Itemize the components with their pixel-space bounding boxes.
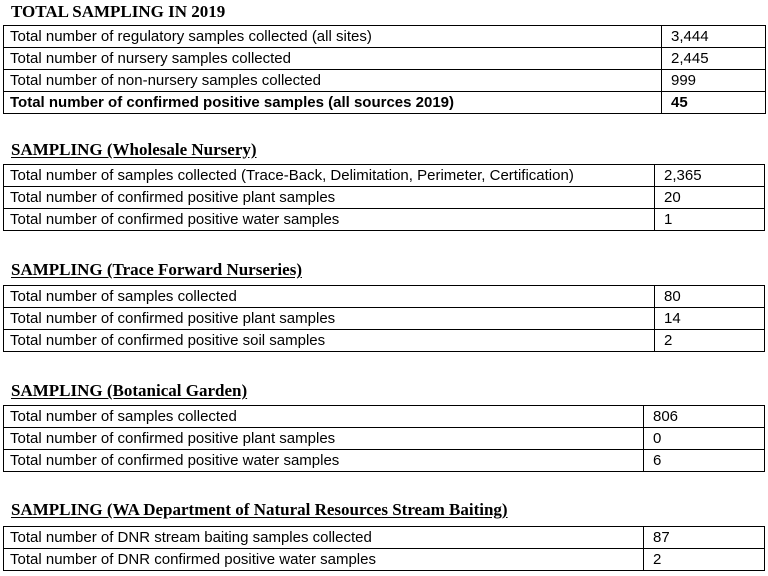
row-value: 45 [662,92,766,114]
row-value: 14 [655,308,765,330]
row-label: Total number of confirmed positive plant samples [4,308,655,330]
trace-forward-heading: SAMPLING (Trace Forward Nurseries) [11,260,302,279]
table-row [4,286,765,308]
row-value: 2,365 [655,165,765,187]
row-value: 0 [644,428,765,450]
table-row [4,428,765,450]
table-row [4,70,766,92]
row-value: 80 [655,286,765,308]
wholesale-nursery-heading: SAMPLING (Wholesale Nursery) [11,140,257,159]
table-row [4,209,765,231]
table-row [4,165,765,187]
row-label: Total number of confirmed positive water samples [4,450,644,472]
row-label: Total number of DNR stream baiting samples collected [4,527,644,549]
row-value: 87 [644,527,765,549]
table-row [4,549,765,571]
trace-forward-table [3,285,765,352]
row-label: Total number of non-nursery samples collected [4,70,662,92]
botanical-garden-heading: SAMPLING (Botanical Garden) [11,381,248,400]
row-label: Total number of confirmed positive soil samples [4,330,655,352]
row-label: Total number of regulatory samples collected (all sites) [4,26,662,48]
row-value: 20 [655,187,765,209]
table-row [4,26,766,48]
table-row [4,187,765,209]
table-row [4,450,765,472]
row-value: 6 [644,450,765,472]
dnr-stream-baiting-heading: SAMPLING (WA Department of Natural Resources Stream Baiting) [11,500,508,519]
total-sampling-table [3,25,766,114]
row-label: Total number of samples collected (Trace-Back, Delimitation, Perimeter, Certification) [4,165,655,187]
row-label: Total number of nursery samples collected [4,48,662,70]
botanical-garden-table [3,405,765,472]
row-value: 3,444 [662,26,766,48]
row-label: Total number of confirmed positive plant samples [4,187,655,209]
row-value: 2 [644,549,765,571]
table-row [4,330,765,352]
row-label: Total number of DNR confirmed positive water samples [4,549,644,571]
table-row [4,406,765,428]
row-value: 2,445 [662,48,766,70]
row-label: Total number of samples collected [4,406,644,428]
table-row [4,48,766,70]
table-row-total [4,92,766,114]
row-value: 2 [655,330,765,352]
table-row [4,527,765,549]
table-row [4,308,765,330]
row-value: 1 [655,209,765,231]
dnr-stream-baiting-table [3,526,765,571]
row-value: 999 [662,70,766,92]
row-label: Total number of confirmed positive samples (all sources 2019) [4,92,662,114]
wholesale-nursery-table [3,164,765,231]
total-sampling-heading: TOTAL SAMPLING IN 2019 [11,2,226,21]
row-label: Total number of confirmed positive water samples [4,209,655,231]
row-label: Total number of samples collected [4,286,655,308]
row-value: 806 [644,406,765,428]
row-label: Total number of confirmed positive plant samples [4,428,644,450]
